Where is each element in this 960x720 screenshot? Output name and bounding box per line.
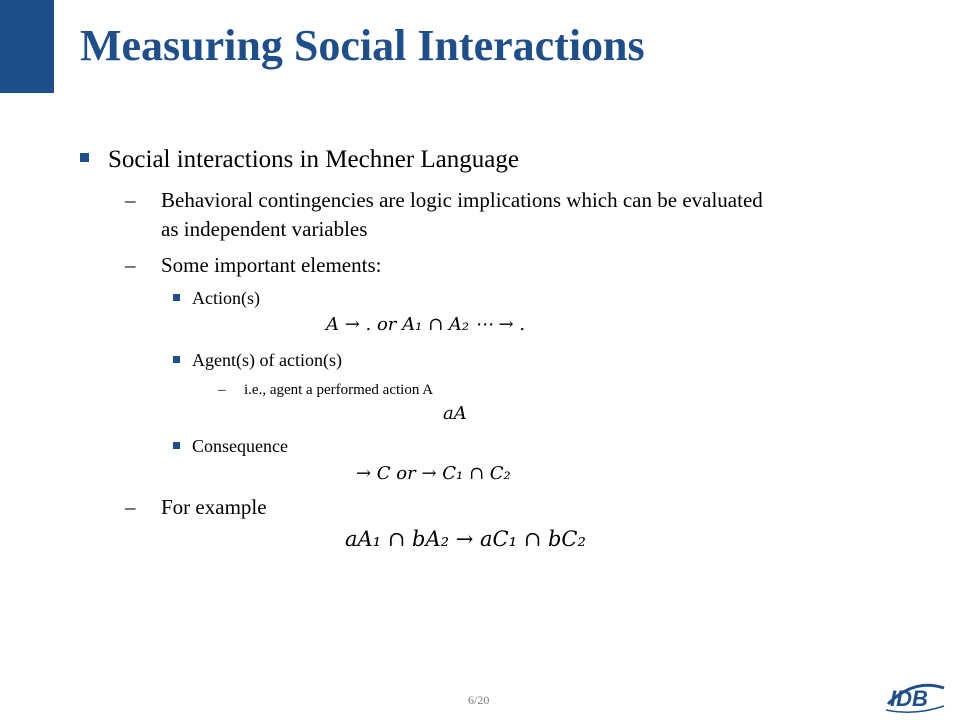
item-text: Action(s) (192, 288, 260, 308)
agent-formula: aA (443, 403, 467, 424)
slide-title: Measuring Social Interactions (80, 21, 645, 70)
sub-bullet-text: For example (161, 495, 267, 519)
sub-item-text: i.e., agent a performed action A (244, 382, 434, 398)
sub-bullet-important-elements (125, 253, 381, 278)
sub-bullet-contingencies (125, 188, 763, 213)
sub-item-agent-example (218, 382, 433, 399)
action-formula: A → . or A₁ ∩ A₂ ⋯ → . (326, 314, 526, 335)
svg-text:IDB: IDB (890, 686, 928, 711)
bullet-social-interactions (80, 146, 519, 174)
square-bullet-icon (80, 153, 89, 162)
page-number: 6/20 (468, 693, 490, 707)
sub-bullet-for-example (125, 495, 267, 520)
dash-bullet: – (125, 253, 136, 277)
dash-bullet: – (218, 382, 226, 398)
dash-bullet: – (125, 188, 136, 212)
idb-logo-icon (878, 676, 950, 716)
title-accent-bar (0, 0, 54, 93)
bullet-text: Social interactions in Mechner Language (108, 146, 519, 173)
sub-bullet-text: Behavioral contingencies are logic implications which can be evaluated (161, 188, 763, 212)
sub-bullet-contingencies-continued: as independent variables (161, 217, 368, 241)
example-formula: aA₁ ∩ bA₂ → aC₁ ∩ bC₂ (345, 527, 586, 551)
item-text: Consequence (192, 436, 288, 456)
item-actions (173, 288, 260, 309)
dash-bullet: – (125, 495, 136, 519)
square-bullet-icon (173, 294, 180, 301)
item-text: Agent(s) of action(s) (192, 350, 342, 370)
sub-bullet-text: Some important elements: (161, 253, 382, 277)
square-bullet-icon (173, 442, 180, 449)
item-agents (173, 350, 342, 371)
square-bullet-icon (173, 356, 180, 363)
consequence-formula: → C or → C₁ ∩ C₂ (356, 463, 511, 484)
item-consequence (173, 436, 288, 457)
